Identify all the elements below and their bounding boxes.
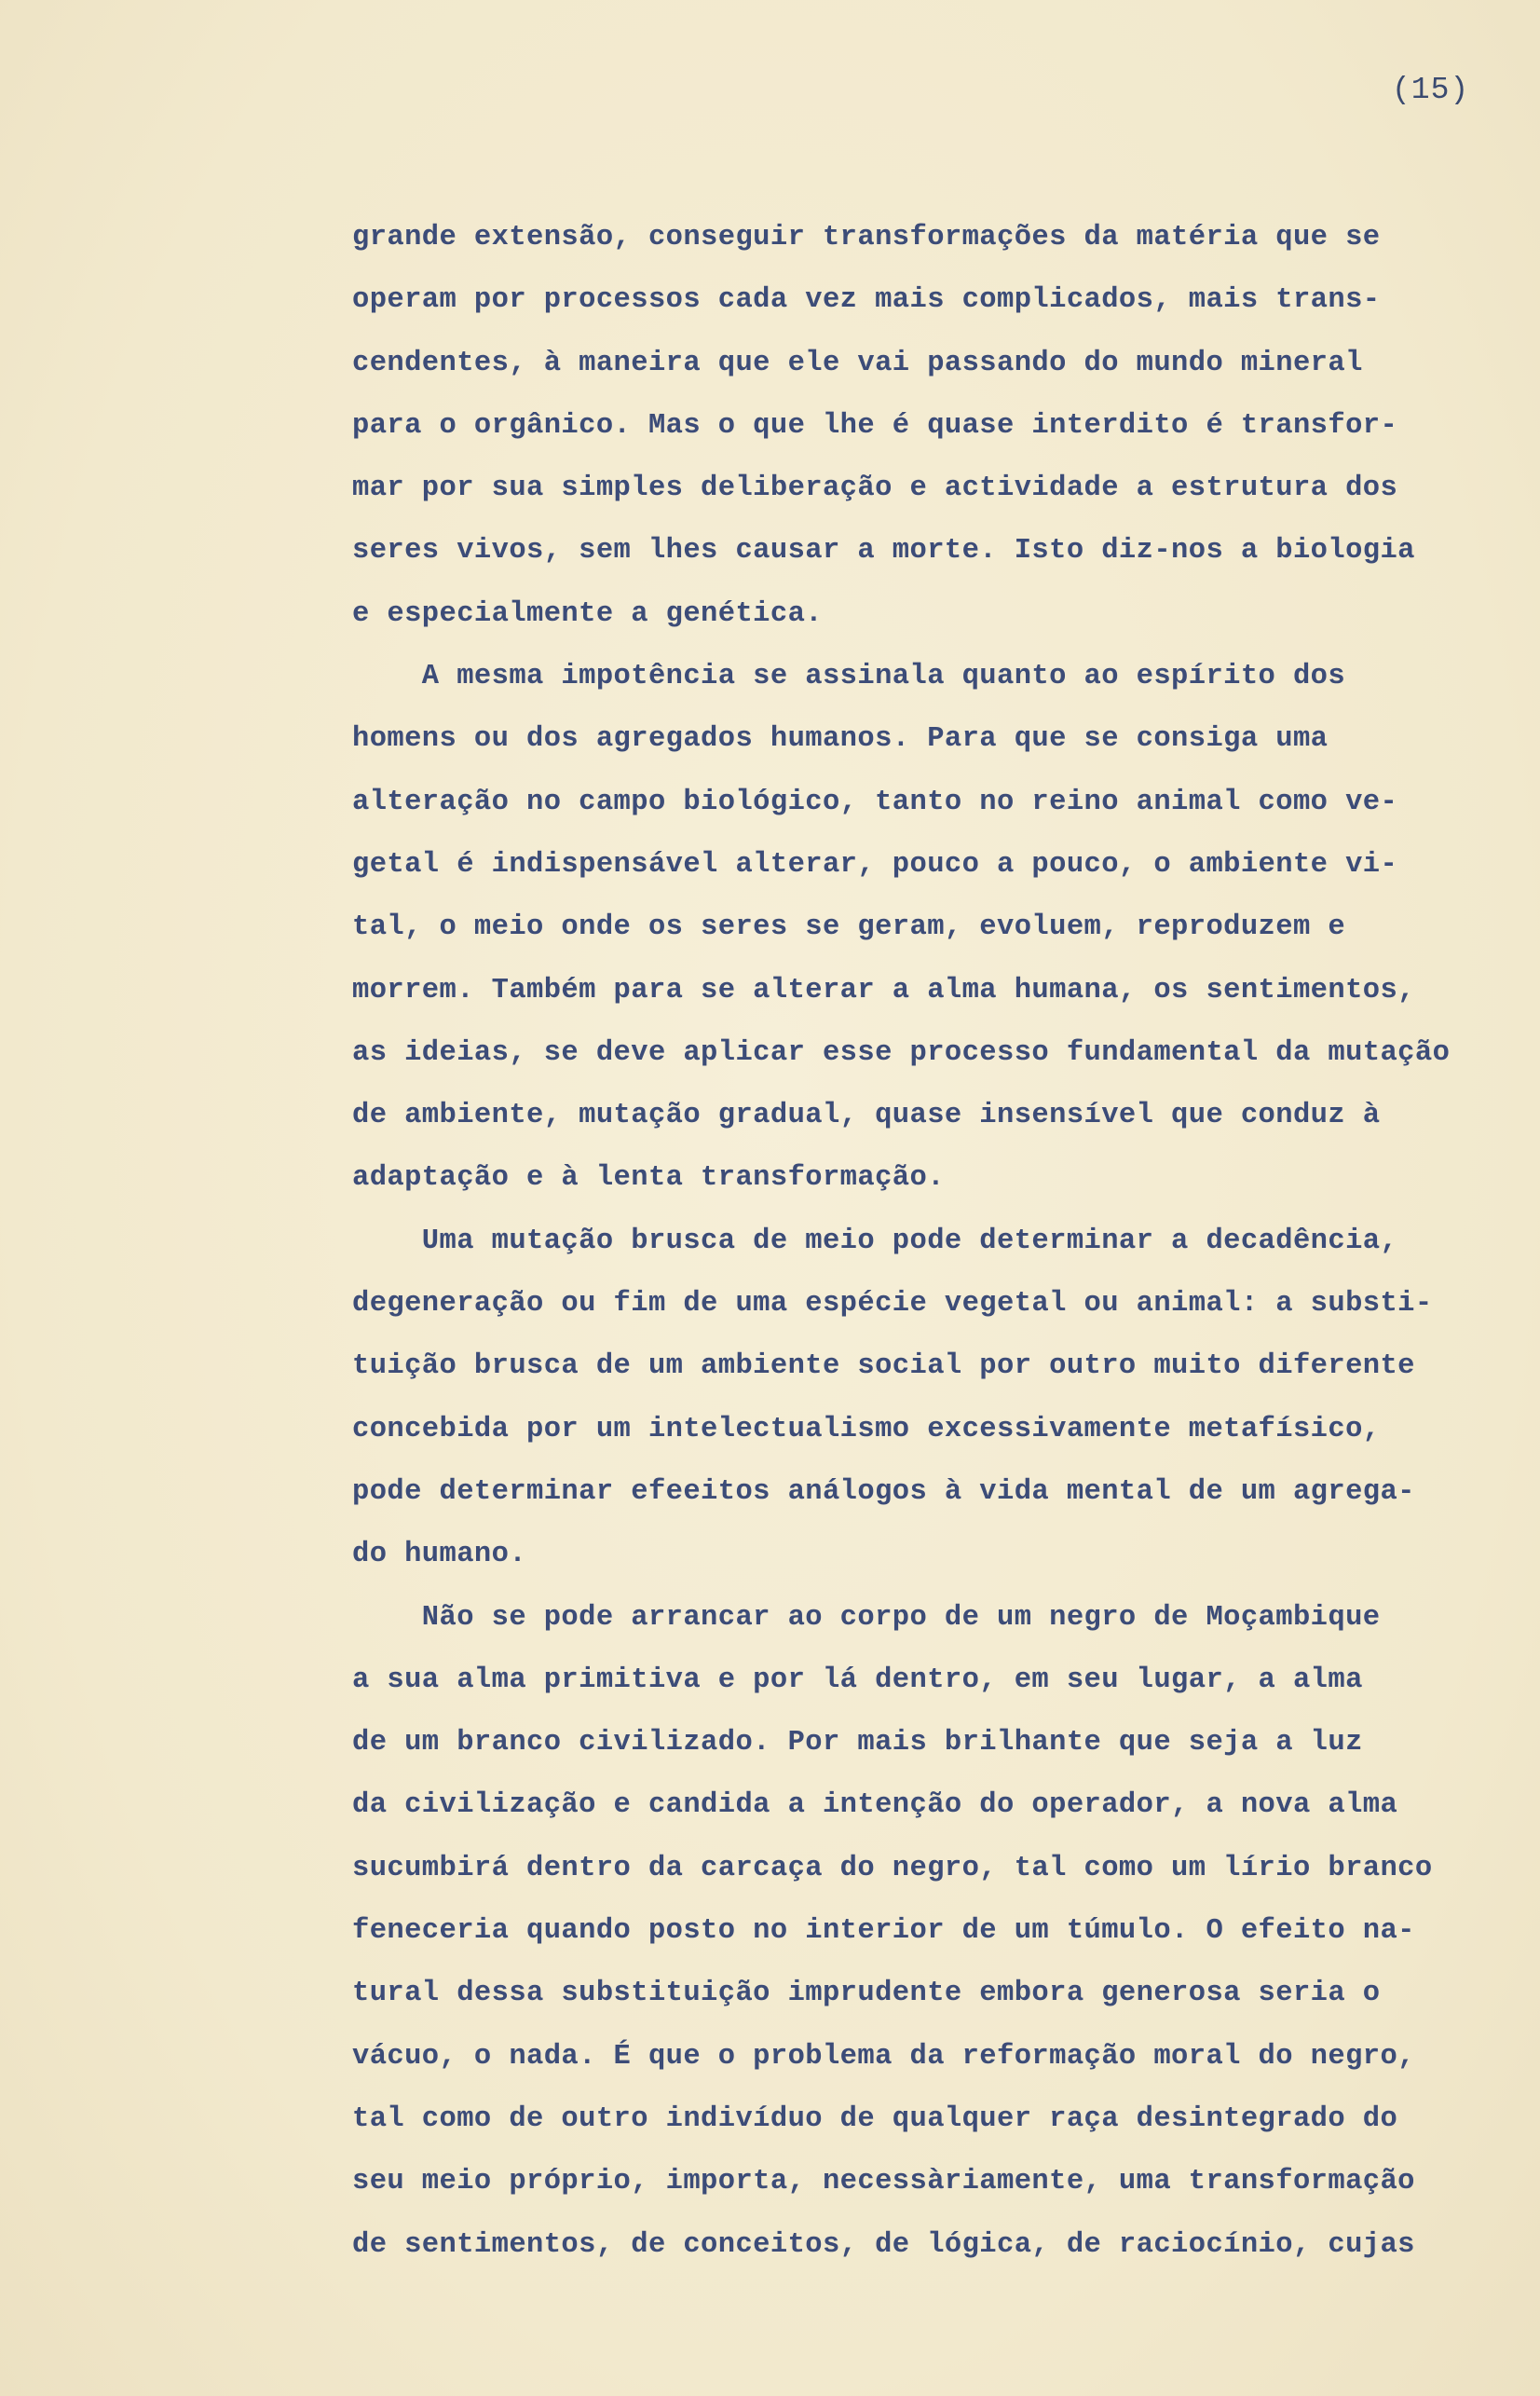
text-line: adaptação e à lenta transformação. xyxy=(352,1162,945,1195)
page-number: (15) xyxy=(1392,73,1470,107)
text-line: seres vivos, sem lhes causar a morte. Isto diz-nos a biologia xyxy=(352,535,1415,568)
text-line: concebida por um intelectualismo excessivamente metafísico, xyxy=(352,1413,1381,1445)
text-line: da civilização e candida a intenção do operador, a nova alma xyxy=(352,1789,1398,1822)
text-line: de um branco civilizado. Por mais brilhante que seja a luz xyxy=(352,1727,1363,1759)
text-line: e especialmente a genética. xyxy=(352,597,823,630)
text-line: tuição brusca de um ambiente social por outro muito diferente xyxy=(352,1350,1415,1383)
paragraph-1 xyxy=(352,207,1528,646)
text-line: homens ou dos agregados humanos. Para que se consiga uma xyxy=(352,723,1329,756)
paragraph-3 xyxy=(352,1211,1528,1587)
text-line: pode determinar efeeitos análogos à vida mental de um agrega- xyxy=(352,1475,1415,1508)
text-line: sucumbirá dentro da carcaça do negro, tal como um lírio branco xyxy=(352,1852,1433,1884)
text-line: alteração no campo biológico, tanto no reino animal como ve- xyxy=(352,786,1398,818)
body-text xyxy=(352,207,1528,2277)
text-line: A mesma impotência se assinala quanto ao espírito dos xyxy=(352,661,1346,693)
text-line: a sua alma primitiva e por lá dentro, em seu lugar, a alma xyxy=(352,1664,1363,1696)
text-line: Não se pode arrancar ao corpo de um negro de Moçambique xyxy=(352,1601,1381,1634)
text-line: morrem. Também para se alterar a alma humana, os sentimentos, xyxy=(352,974,1415,1006)
text-line: operam por processos cada vez mais complicados, mais trans- xyxy=(352,284,1381,317)
text-line: do humano. xyxy=(352,1539,527,1571)
text-line: cendentes, à maneira que ele vai passando do mundo mineral xyxy=(352,347,1363,379)
paragraph-2 xyxy=(352,646,1528,1211)
text-line: feneceria quando posto no interior de um túmulo. O efeito na- xyxy=(352,1915,1415,1948)
text-line: para o orgânico. Mas o que lhe é quase interdito é transfor- xyxy=(352,409,1398,442)
text-line: de ambiente, mutação gradual, quase insensível que conduz à xyxy=(352,1100,1381,1132)
text-line: seu meio próprio, importa, necessàriamente, uma transformação xyxy=(352,2166,1415,2198)
text-line: tural dessa substituição imprudente embora generosa seria o xyxy=(352,1978,1381,2010)
text-line: grande extensão, conseguir transformações da matéria que se xyxy=(352,222,1381,253)
text-line: getal é indispensável alterar, pouco a pouco, o ambiente vi- xyxy=(352,848,1398,881)
text-line: vácuo, o nada. É que o problema da reformação moral do negro, xyxy=(352,2040,1415,2073)
text-line: as ideias, se deve aplicar esse processo fundamental da mutação xyxy=(352,1036,1451,1069)
text-line: de sentimentos, de conceitos, de lógica, de raciocínio, cujas xyxy=(352,2228,1415,2261)
text-line: mar por sua simples deliberação e actividade a estrutura dos xyxy=(352,472,1398,505)
text-line: tal como de outro indivíduo de qualquer raça desintegrado do xyxy=(352,2102,1398,2135)
text-line: Uma mutação brusca de meio pode determinar a decadência, xyxy=(352,1225,1398,1257)
text-line: degeneração ou fim de uma espécie vegetal ou animal: a substi- xyxy=(352,1288,1433,1321)
paragraph-4 xyxy=(352,1587,1528,2277)
text-line: tal, o meio onde os seres se geram, evoluem, reproduzem e xyxy=(352,911,1346,944)
